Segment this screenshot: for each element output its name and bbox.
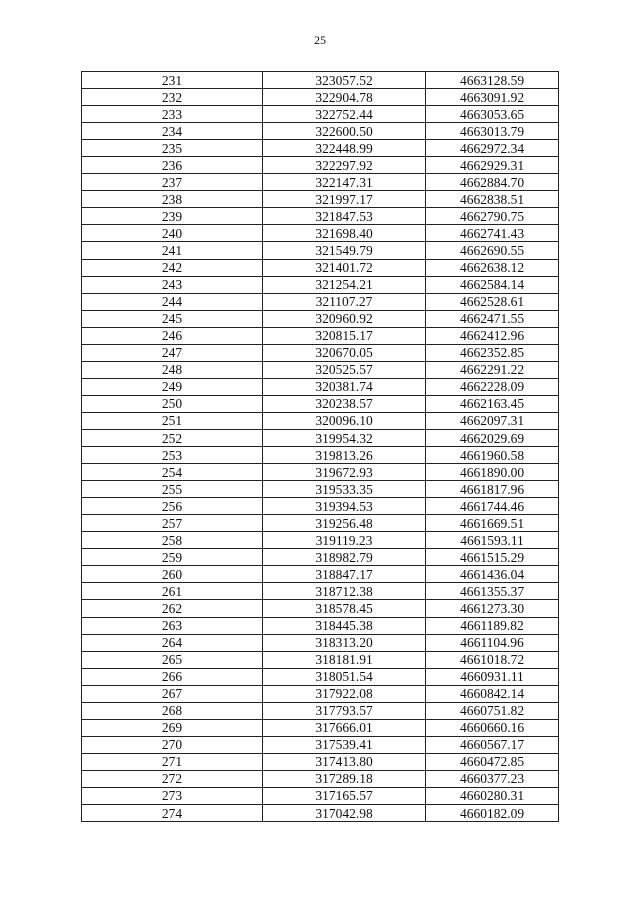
x-coordinate-cell: 321847.53: [263, 208, 426, 225]
table-row: [82, 276, 559, 293]
y-coordinate-cell: 4662584.14: [426, 276, 559, 293]
y-coordinate-cell: 4662790.75: [426, 208, 559, 225]
point-number-cell: 247: [82, 344, 263, 361]
point-number-cell: 234: [82, 123, 263, 140]
point-number-cell: 258: [82, 532, 263, 549]
y-coordinate-cell: 4662528.61: [426, 293, 559, 310]
table-row: [82, 310, 559, 327]
x-coordinate-cell: 322448.99: [263, 140, 426, 157]
x-coordinate-cell: 318181.91: [263, 651, 426, 668]
x-coordinate-cell: 318445.38: [263, 617, 426, 634]
table-row: [82, 549, 559, 566]
x-coordinate-cell: 317793.57: [263, 702, 426, 719]
table-row: [82, 498, 559, 515]
point-number-cell: 266: [82, 668, 263, 685]
table-row: [82, 361, 559, 378]
x-coordinate-cell: 317165.57: [263, 787, 426, 804]
y-coordinate-cell: 4663013.79: [426, 123, 559, 140]
table-row: [82, 805, 559, 822]
x-coordinate-cell: 319672.93: [263, 464, 426, 481]
table-row: [82, 515, 559, 532]
table-row: [82, 72, 559, 89]
x-coordinate-cell: 318712.38: [263, 583, 426, 600]
table-row: [82, 123, 559, 140]
x-coordinate-cell: 322600.50: [263, 123, 426, 140]
table-row: [82, 140, 559, 157]
x-coordinate-cell: 323057.52: [263, 72, 426, 89]
x-coordinate-cell: 319256.48: [263, 515, 426, 532]
table-row: [82, 617, 559, 634]
point-number-cell: 256: [82, 498, 263, 515]
y-coordinate-cell: 4661436.04: [426, 566, 559, 583]
point-number-cell: 257: [82, 515, 263, 532]
y-coordinate-cell: 4662929.31: [426, 157, 559, 174]
x-coordinate-cell: 318847.17: [263, 566, 426, 583]
point-number-cell: 244: [82, 293, 263, 310]
table-row: [82, 378, 559, 395]
x-coordinate-cell: 318313.20: [263, 634, 426, 651]
x-coordinate-cell: 319533.35: [263, 481, 426, 498]
y-coordinate-cell: 4662029.69: [426, 429, 559, 446]
point-number-cell: 262: [82, 600, 263, 617]
y-coordinate-cell: 4662884.70: [426, 174, 559, 191]
x-coordinate-cell: 320815.17: [263, 327, 426, 344]
y-coordinate-cell: 4662741.43: [426, 225, 559, 242]
table-row: [82, 157, 559, 174]
point-number-cell: 248: [82, 361, 263, 378]
point-number-cell: 267: [82, 685, 263, 702]
table-row: [82, 447, 559, 464]
x-coordinate-cell: 320525.57: [263, 361, 426, 378]
x-coordinate-cell: 321549.79: [263, 242, 426, 259]
table-row: [82, 566, 559, 583]
point-number-cell: 271: [82, 753, 263, 770]
x-coordinate-cell: 319119.23: [263, 532, 426, 549]
x-coordinate-cell: 318051.54: [263, 668, 426, 685]
table-row: [82, 191, 559, 208]
point-number-cell: 243: [82, 276, 263, 293]
point-number-cell: 253: [82, 447, 263, 464]
x-coordinate-cell: 317042.98: [263, 805, 426, 822]
table-row: [82, 412, 559, 429]
point-number-cell: 242: [82, 259, 263, 276]
y-coordinate-cell: 4661890.00: [426, 464, 559, 481]
x-coordinate-cell: 317413.80: [263, 753, 426, 770]
x-coordinate-cell: 319954.32: [263, 429, 426, 446]
y-coordinate-cell: 4661669.51: [426, 515, 559, 532]
point-number-cell: 240: [82, 225, 263, 242]
x-coordinate-cell: 320381.74: [263, 378, 426, 395]
x-coordinate-cell: 318982.79: [263, 549, 426, 566]
table-row: [82, 344, 559, 361]
table-row: [82, 225, 559, 242]
x-coordinate-cell: 320960.92: [263, 310, 426, 327]
table-row: [82, 583, 559, 600]
page-number: 25: [314, 33, 326, 47]
table-row: [82, 89, 559, 106]
x-coordinate-cell: 322904.78: [263, 89, 426, 106]
x-coordinate-cell: 319813.26: [263, 447, 426, 464]
table-row: [82, 685, 559, 702]
table-row: [82, 395, 559, 412]
point-number-cell: 236: [82, 157, 263, 174]
x-coordinate-cell: 322147.31: [263, 174, 426, 191]
x-coordinate-cell: 321698.40: [263, 225, 426, 242]
y-coordinate-cell: 4662838.51: [426, 191, 559, 208]
y-coordinate-cell: 4661355.37: [426, 583, 559, 600]
table-row: [82, 106, 559, 123]
point-number-cell: 263: [82, 617, 263, 634]
y-coordinate-cell: 4662690.55: [426, 242, 559, 259]
table-body: [82, 72, 559, 822]
point-number-cell: 250: [82, 395, 263, 412]
y-coordinate-cell: 4661189.82: [426, 617, 559, 634]
point-number-cell: 245: [82, 310, 263, 327]
y-coordinate-cell: 4661960.58: [426, 447, 559, 464]
table-row: [82, 464, 559, 481]
table-row: [82, 787, 559, 804]
y-coordinate-cell: 4662228.09: [426, 378, 559, 395]
x-coordinate-cell: 320238.57: [263, 395, 426, 412]
point-number-cell: 241: [82, 242, 263, 259]
y-coordinate-cell: 4661104.96: [426, 634, 559, 651]
y-coordinate-cell: 4663091.92: [426, 89, 559, 106]
x-coordinate-cell: 318578.45: [263, 600, 426, 617]
x-coordinate-cell: 322297.92: [263, 157, 426, 174]
y-coordinate-cell: 4662412.96: [426, 327, 559, 344]
x-coordinate-cell: 322752.44: [263, 106, 426, 123]
y-coordinate-cell: 4662471.55: [426, 310, 559, 327]
x-coordinate-cell: 317539.41: [263, 736, 426, 753]
y-coordinate-cell: 4663128.59: [426, 72, 559, 89]
table-row: [82, 634, 559, 651]
y-coordinate-cell: 4660472.85: [426, 753, 559, 770]
table-row: [82, 651, 559, 668]
point-number-cell: 232: [82, 89, 263, 106]
y-coordinate-cell: 4660280.31: [426, 787, 559, 804]
table-row: [82, 208, 559, 225]
y-coordinate-cell: 4660842.14: [426, 685, 559, 702]
x-coordinate-cell: 321254.21: [263, 276, 426, 293]
table-row: [82, 719, 559, 736]
y-coordinate-cell: 4663053.65: [426, 106, 559, 123]
x-coordinate-cell: 317922.08: [263, 685, 426, 702]
coordinates-table: [81, 71, 559, 822]
y-coordinate-cell: 4660182.09: [426, 805, 559, 822]
point-number-cell: 255: [82, 481, 263, 498]
x-coordinate-cell: 317289.18: [263, 770, 426, 787]
point-number-cell: 235: [82, 140, 263, 157]
point-number-cell: 272: [82, 770, 263, 787]
point-number-cell: 264: [82, 634, 263, 651]
point-number-cell: 273: [82, 787, 263, 804]
table-row: [82, 429, 559, 446]
table-row: [82, 481, 559, 498]
point-number-cell: 270: [82, 736, 263, 753]
point-number-cell: 274: [82, 805, 263, 822]
y-coordinate-cell: 4661744.46: [426, 498, 559, 515]
y-coordinate-cell: 4661817.96: [426, 481, 559, 498]
point-number-cell: 261: [82, 583, 263, 600]
y-coordinate-cell: 4662097.31: [426, 412, 559, 429]
table-row: [82, 736, 559, 753]
table-row: [82, 600, 559, 617]
point-number-cell: 231: [82, 72, 263, 89]
y-coordinate-cell: 4661593.11: [426, 532, 559, 549]
point-number-cell: 260: [82, 566, 263, 583]
point-number-cell: 251: [82, 412, 263, 429]
y-coordinate-cell: 4660567.17: [426, 736, 559, 753]
table-row: [82, 174, 559, 191]
point-number-cell: 239: [82, 208, 263, 225]
y-coordinate-cell: 4660660.16: [426, 719, 559, 736]
y-coordinate-cell: 4661018.72: [426, 651, 559, 668]
table-row: [82, 259, 559, 276]
y-coordinate-cell: 4660931.11: [426, 668, 559, 685]
point-number-cell: 237: [82, 174, 263, 191]
y-coordinate-cell: 4661515.29: [426, 549, 559, 566]
x-coordinate-cell: 320670.05: [263, 344, 426, 361]
point-number-cell: 265: [82, 651, 263, 668]
point-number-cell: 233: [82, 106, 263, 123]
x-coordinate-cell: 321107.27: [263, 293, 426, 310]
x-coordinate-cell: 320096.10: [263, 412, 426, 429]
table-row: [82, 770, 559, 787]
point-number-cell: 268: [82, 702, 263, 719]
point-number-cell: 269: [82, 719, 263, 736]
point-number-cell: 254: [82, 464, 263, 481]
point-number-cell: 238: [82, 191, 263, 208]
table-row: [82, 753, 559, 770]
point-number-cell: 252: [82, 429, 263, 446]
table-row: [82, 668, 559, 685]
x-coordinate-cell: 317666.01: [263, 719, 426, 736]
table-row: [82, 293, 559, 310]
y-coordinate-cell: 4662163.45: [426, 395, 559, 412]
table-row: [82, 327, 559, 344]
y-coordinate-cell: 4662972.34: [426, 140, 559, 157]
point-number-cell: 246: [82, 327, 263, 344]
y-coordinate-cell: 4662291.22: [426, 361, 559, 378]
x-coordinate-cell: 319394.53: [263, 498, 426, 515]
table-row: [82, 242, 559, 259]
point-number-cell: 249: [82, 378, 263, 395]
x-coordinate-cell: 321401.72: [263, 259, 426, 276]
y-coordinate-cell: 4661273.30: [426, 600, 559, 617]
y-coordinate-cell: 4662352.85: [426, 344, 559, 361]
y-coordinate-cell: 4662638.12: [426, 259, 559, 276]
y-coordinate-cell: 4660751.82: [426, 702, 559, 719]
y-coordinate-cell: 4660377.23: [426, 770, 559, 787]
x-coordinate-cell: 321997.17: [263, 191, 426, 208]
point-number-cell: 259: [82, 549, 263, 566]
table-row: [82, 532, 559, 549]
table-row: [82, 702, 559, 719]
